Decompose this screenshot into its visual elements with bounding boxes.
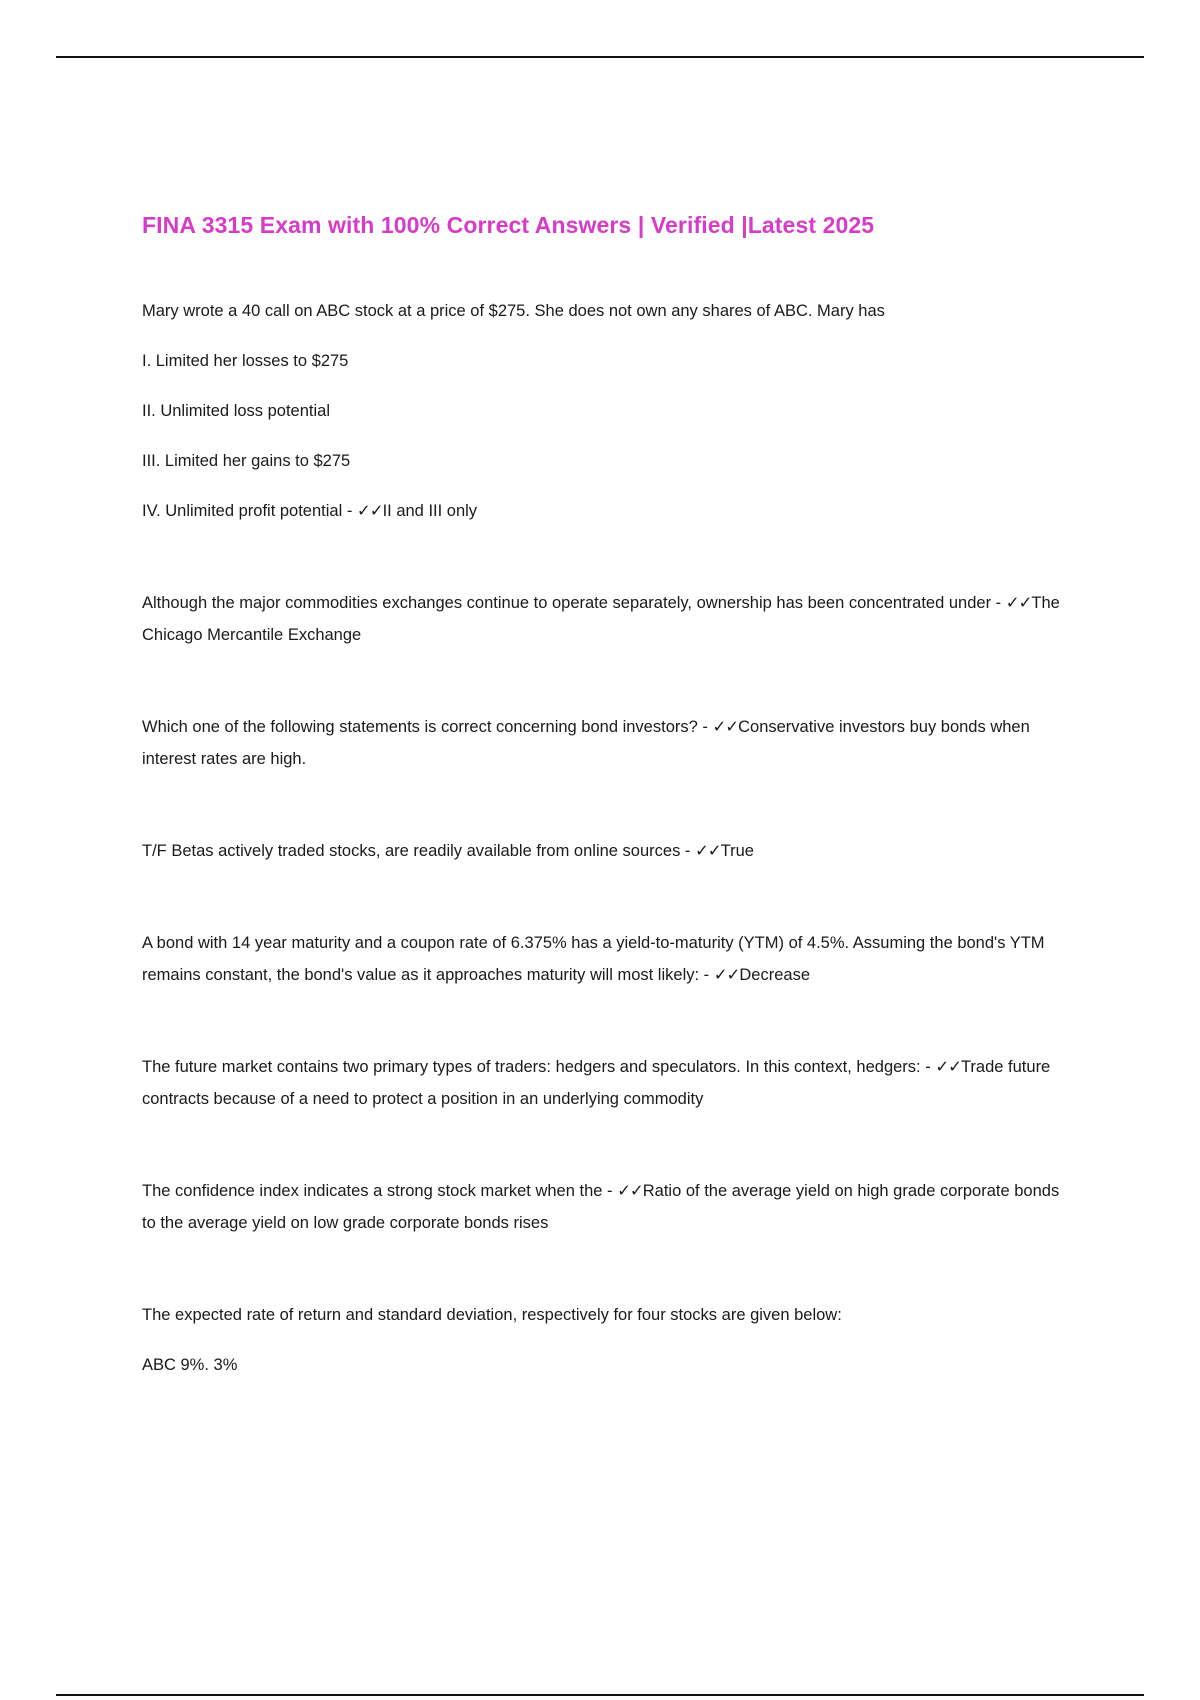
question-text: The future market contains two primary types of traders: hedgers and speculators. In this context, hedgers: -: [142, 1058, 936, 1076]
question-with-answer: [142, 711, 1072, 775]
question-text: T/F Betas actively traded stocks, are readily available from online sources -: [142, 842, 695, 860]
question-text: The confidence index indicates a strong stock market when the -: [142, 1182, 618, 1200]
question-text: A bond with 14 year maturity and a coupon rate of 6.375% has a yield-to-maturity (YTM) of 4.5%. Assuming the bond's YTM remains constant, the bond's value as it approaches maturity will most likely: -: [142, 934, 1045, 984]
question-with-answer: [142, 835, 1072, 867]
check-icon: ✓✓: [617, 1182, 643, 1200]
answer-text: II and III only: [382, 502, 478, 520]
question-with-answer: [142, 1051, 1072, 1115]
header-rule: [56, 56, 1144, 58]
option-2: II. Unlimited loss potential: [142, 402, 331, 420]
question-block-5: [142, 927, 1072, 991]
question-with-answer: [142, 927, 1072, 991]
answer-text: Trade future contracts because of a need to protect a position in an underlying commodity: [142, 1058, 1051, 1108]
footer-rule: [56, 1694, 1144, 1696]
answer-text: Conservative investors buy bonds when interest rates are high.: [142, 718, 1030, 768]
check-icon: ✓✓: [1005, 594, 1032, 612]
answer-text: The Chicago Mercantile Exchange: [142, 594, 1060, 644]
question-text: The expected rate of return and standard deviation, respectively for four stocks are given below:: [142, 1306, 842, 1324]
option-3: III. Limited her gains to $275: [142, 452, 351, 470]
check-icon: ✓✓: [713, 966, 740, 984]
option-4-with-answer: [142, 495, 1072, 527]
check-icon: ✓✓: [694, 842, 721, 860]
data-line: ABC 9%. 3%: [142, 1356, 238, 1374]
check-icon: ✓✓: [356, 502, 383, 520]
question-block-1: [142, 295, 1072, 527]
question-text: Which one of the following statements is correct concerning bond investors? -: [142, 718, 713, 736]
question-text: Mary wrote a 40 call on ABC stock at a price of $275. She does not own any shares of ABC. Mary has: [142, 302, 885, 320]
question-block-8: [142, 1299, 1072, 1381]
document-body: [142, 212, 1072, 1441]
question-block-2: [142, 587, 1072, 651]
question-block-7: [142, 1175, 1072, 1239]
question-block-4: [142, 835, 1072, 867]
option-4-text: IV. Unlimited profit potential -: [142, 502, 357, 520]
check-icon: ✓✓: [712, 718, 739, 736]
option-1: I. Limited her losses to $275: [142, 352, 349, 370]
check-icon: ✓✓: [935, 1058, 961, 1076]
question-with-answer: [142, 1175, 1072, 1239]
question-with-answer: [142, 587, 1072, 651]
document-title: FINA 3315 Exam with 100% Correct Answers | Verified |Latest 2025: [142, 212, 875, 238]
question-text: Although the major commodities exchanges continue to operate separately, ownership has been concentrated under -: [142, 594, 1006, 612]
answer-text: True: [720, 842, 754, 860]
question-block-6: [142, 1051, 1072, 1115]
question-block-3: [142, 711, 1072, 775]
answer-text: Decrease: [739, 966, 811, 984]
answer-text: Ratio of the average yield on high grade corporate bonds to the average yield on low grade corporate bonds rises: [142, 1182, 1060, 1232]
